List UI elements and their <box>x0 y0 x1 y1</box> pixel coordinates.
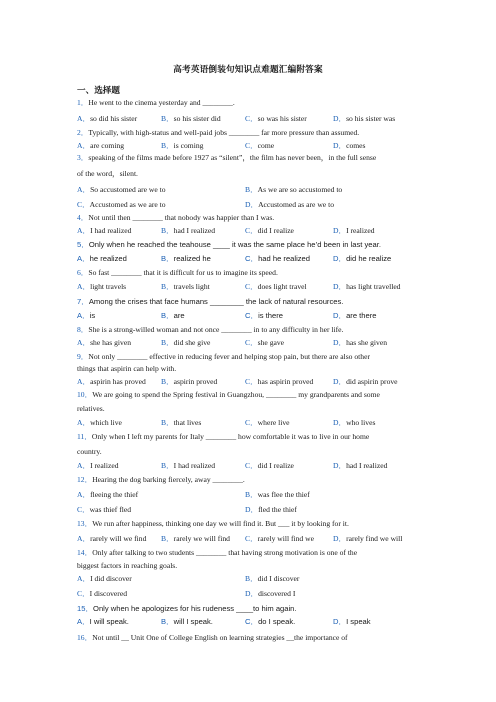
option-text: is there <box>258 311 283 320</box>
option-letter: B． <box>161 461 174 470</box>
question-text: Hearing the dog barking fiercely, away ________. <box>92 475 245 484</box>
answer-option <box>77 200 166 209</box>
option-letter: B． <box>161 338 174 347</box>
answer-option <box>333 141 365 150</box>
question-stem <box>77 352 370 361</box>
option-letter: D． <box>333 418 347 427</box>
answer-option <box>245 254 310 263</box>
option-letter: C． <box>245 338 258 347</box>
option-text: discovered I <box>258 589 296 598</box>
answer-option <box>161 254 211 263</box>
question-text: speaking of the films made before 1927 as “silent”，the film has never been，in the full sense <box>88 153 377 162</box>
option-letter: D． <box>245 589 259 598</box>
option-text: did I realize <box>257 461 294 470</box>
answer-option <box>333 418 375 427</box>
question-stem-continued <box>77 447 102 456</box>
answer-option <box>77 617 129 626</box>
option-text: As we are so accustomed to <box>257 185 343 194</box>
option-text: was flee the thief <box>257 490 310 499</box>
option-letter: A． <box>77 254 90 263</box>
option-text: travels light <box>173 282 210 291</box>
option-text: I had realized <box>173 461 215 470</box>
option-letter: A． <box>77 461 91 470</box>
option-text: did I discover <box>257 574 300 583</box>
option-letter: B． <box>245 490 258 499</box>
question-stem <box>77 128 359 137</box>
answer-option <box>245 311 283 320</box>
question-text: Only when he apologizes for his rudeness ____to him again. <box>93 604 297 613</box>
option-text: come <box>257 141 275 150</box>
option-text: is coming <box>173 141 204 150</box>
option-letter: A． <box>77 574 91 583</box>
option-letter: B． <box>161 418 174 427</box>
option-letter: C． <box>77 200 90 209</box>
option-letter: D． <box>333 461 347 470</box>
question-text-continued: biggest factors in reaching goals. <box>77 561 178 570</box>
question-stem <box>77 240 381 249</box>
option-letter: B． <box>245 574 258 583</box>
option-letter: B． <box>161 617 174 626</box>
option-text: did I realize <box>257 226 294 235</box>
answer-option <box>245 490 310 499</box>
question-stem <box>77 98 235 107</box>
answer-option <box>245 338 284 347</box>
question-number: 14． <box>77 548 93 557</box>
answer-option <box>333 338 387 347</box>
option-letter: D． <box>333 114 347 123</box>
option-letter: C． <box>245 254 259 263</box>
option-letter: A． <box>77 282 91 291</box>
option-letter: D． <box>245 505 259 514</box>
answer-option <box>245 226 294 235</box>
option-text: are coming <box>90 141 125 150</box>
option-text: light travels <box>90 282 127 291</box>
option-text: has she given <box>346 338 387 347</box>
option-text: did aspirin prove <box>346 377 398 386</box>
question-number: 11． <box>77 432 92 441</box>
question-stem <box>77 153 376 162</box>
answer-option <box>333 377 398 386</box>
answer-option <box>333 311 376 320</box>
option-text: rarely will find we <box>257 534 314 543</box>
answer-option <box>77 574 132 583</box>
option-letter: D． <box>245 200 259 209</box>
answer-option <box>77 534 146 543</box>
option-text: I speak <box>346 617 371 626</box>
option-letter: C． <box>245 226 258 235</box>
question-number: 7． <box>77 297 89 306</box>
option-letter: A． <box>77 311 90 320</box>
answer-option <box>161 461 215 470</box>
answer-option <box>77 589 127 598</box>
question-stem <box>77 325 343 334</box>
option-text: has light travelled <box>346 282 401 291</box>
page-title: 高考英语倒装句知识点难题汇编附答案 <box>173 64 323 74</box>
answer-option <box>77 141 124 150</box>
answer-option <box>245 589 295 598</box>
option-letter: B． <box>161 114 174 123</box>
option-letter: D． <box>333 226 347 235</box>
answer-option <box>161 534 230 543</box>
question-stem-continued <box>77 404 105 413</box>
option-letter: C． <box>245 418 258 427</box>
option-text: did he realize <box>346 254 392 263</box>
question-text: Not until __ Unit One of College English on learning strategies __the importance of <box>92 633 348 642</box>
answer-option <box>245 505 297 514</box>
answer-option <box>245 377 313 386</box>
option-text: which live <box>90 418 122 427</box>
question-text: We run after happiness, thinking one day we will find it. But ___ it by looking for it. <box>92 519 349 528</box>
question-number: 6． <box>77 268 89 277</box>
question-text: She is a strong-willed woman and not once ________ in to any difficulty in her life. <box>88 325 344 334</box>
section-heading: 一、选择题 <box>77 85 120 95</box>
option-text: I discovered <box>89 589 127 598</box>
question-stem <box>77 548 357 557</box>
question-number: 8． <box>77 325 89 334</box>
option-text: where live <box>257 418 290 427</box>
answer-option <box>77 505 131 514</box>
option-text: has aspirin proved <box>257 377 314 386</box>
answer-option <box>77 490 138 499</box>
option-letter: B． <box>161 226 174 235</box>
question-stem <box>77 390 380 399</box>
option-text: she has given <box>90 338 131 347</box>
option-letter: C． <box>245 141 258 150</box>
option-text: had he realized <box>258 254 311 263</box>
option-text: she gave <box>257 338 285 347</box>
option-text: so his sister did <box>173 114 221 123</box>
option-letter: B． <box>161 534 174 543</box>
answer-option <box>161 282 210 291</box>
option-letter: D． <box>333 311 347 320</box>
question-stem <box>77 297 343 306</box>
answer-option <box>333 617 371 626</box>
question-number: 1． <box>77 98 89 107</box>
answer-option <box>245 534 314 543</box>
answer-option <box>245 574 299 583</box>
answer-option <box>161 226 215 235</box>
option-letter: A． <box>77 617 90 626</box>
question-text: Only when he reached the teahouse ____ it was the same place he’d been in last year. <box>88 240 381 249</box>
option-text: did she give <box>173 338 211 347</box>
option-letter: A． <box>77 185 91 194</box>
answer-option <box>77 114 137 123</box>
option-letter: A． <box>77 418 91 427</box>
option-text: are <box>173 311 185 320</box>
option-text: I will speak. <box>89 617 129 626</box>
question-text: Only when I left my parents for Italy ________ how comfortable it was to live in our home <box>91 432 370 441</box>
answer-option <box>333 534 402 543</box>
option-text: who lives <box>346 418 376 427</box>
option-text: he realized <box>89 254 127 263</box>
option-letter: A． <box>77 141 91 150</box>
answer-option <box>245 200 334 209</box>
question-number: 4． <box>77 213 89 222</box>
option-letter: D． <box>333 534 347 543</box>
option-text: so was his sister <box>257 114 307 123</box>
option-letter: C． <box>77 505 90 514</box>
question-number: 15． <box>77 604 94 613</box>
option-text: aspirin proved <box>173 377 218 386</box>
answer-option <box>245 185 342 194</box>
option-letter: C． <box>245 114 258 123</box>
option-letter: D． <box>333 282 347 291</box>
answer-option <box>333 114 395 123</box>
option-letter: A． <box>77 338 91 347</box>
option-letter: C． <box>245 311 259 320</box>
answer-option <box>77 185 166 194</box>
option-letter: B． <box>161 254 174 263</box>
answer-option <box>245 114 307 123</box>
answer-option <box>77 282 126 291</box>
option-text: fleeing the thief <box>90 490 139 499</box>
option-text: fled the thief <box>258 505 297 514</box>
option-letter: B． <box>161 377 174 386</box>
question-number: 5． <box>77 240 89 249</box>
question-number: 12． <box>77 475 93 484</box>
question-number: 10． <box>77 390 93 399</box>
option-letter: D． <box>333 377 347 386</box>
option-letter: D． <box>333 254 347 263</box>
option-letter: A． <box>77 226 91 235</box>
question-text: So fast ________ that it is difficult for us to imagine its speed. <box>88 268 278 277</box>
question-number: 16． <box>77 633 93 642</box>
option-text: rarely will we find <box>90 534 147 543</box>
option-letter: C． <box>77 589 90 598</box>
question-text: We are going to spend the Spring festival in Guangzhou, ________ my grandparents and some <box>92 390 380 399</box>
option-text: Accustomed as are we to <box>258 200 334 209</box>
option-text: is <box>89 311 96 320</box>
answer-option <box>161 114 221 123</box>
option-letter: A． <box>77 490 91 499</box>
option-text: do I speak. <box>258 617 296 626</box>
answer-option <box>77 461 119 470</box>
question-number: 3． <box>77 153 89 162</box>
answer-option <box>333 254 391 263</box>
option-text: I realized <box>90 461 119 470</box>
option-text: are there <box>346 311 377 320</box>
question-text: Typically, with high-status and well-paid jobs ________ far more pressure than assumed. <box>88 128 360 137</box>
option-text: I had realized <box>90 226 132 235</box>
option-letter: B． <box>161 141 174 150</box>
option-text: so did his sister <box>90 114 138 123</box>
answer-option <box>161 311 185 320</box>
answer-option <box>161 141 203 150</box>
question-text: Not until then ________ that nobody was happier than I was. <box>88 213 275 222</box>
answer-option <box>161 617 213 626</box>
option-letter: A． <box>77 114 91 123</box>
option-text: had I realized <box>346 461 388 470</box>
option-letter: B． <box>161 282 174 291</box>
answer-option <box>245 141 274 150</box>
option-letter: D． <box>333 141 347 150</box>
option-letter: D． <box>333 338 347 347</box>
option-text: does light travel <box>257 282 307 291</box>
answer-option <box>245 617 295 626</box>
option-text: realized he <box>173 254 211 263</box>
option-letter: C． <box>245 534 258 543</box>
answer-option <box>77 311 95 320</box>
question-stem <box>77 475 245 484</box>
question-stem <box>77 432 369 441</box>
question-stem-continued <box>77 561 177 570</box>
answer-option <box>161 338 210 347</box>
option-text: had I realized <box>173 226 215 235</box>
question-text-continued: country. <box>77 447 102 456</box>
answer-option <box>245 418 290 427</box>
option-text: I did discover <box>90 574 132 583</box>
question-number: 2． <box>77 128 89 137</box>
question-stem-continued <box>77 364 176 373</box>
answer-option <box>245 282 307 291</box>
option-letter: A． <box>77 534 91 543</box>
option-text: comes <box>346 141 366 150</box>
option-text: that lives <box>173 418 202 427</box>
question-stem <box>77 519 349 528</box>
answer-option <box>245 461 294 470</box>
option-letter: A． <box>77 377 91 386</box>
question-text: Only after talking to two students ________ that having strong motivation is one of the <box>92 548 358 557</box>
answer-option <box>333 282 400 291</box>
option-text: rarely we will find <box>173 534 230 543</box>
question-stem <box>77 633 348 642</box>
answer-option <box>77 338 131 347</box>
option-text: rarely find we will <box>346 534 403 543</box>
question-stem <box>77 604 297 613</box>
option-text: Accustomed as we are to <box>89 200 166 209</box>
answer-option <box>333 226 375 235</box>
question-stem <box>77 213 274 222</box>
option-text: so his sister was <box>346 114 396 123</box>
answer-option <box>77 226 131 235</box>
option-letter: B． <box>245 185 258 194</box>
answer-option <box>161 377 217 386</box>
option-letter: D． <box>333 617 347 626</box>
option-letter: B． <box>161 311 174 320</box>
option-text: I realized <box>346 226 375 235</box>
answer-option <box>161 418 201 427</box>
option-letter: C． <box>245 461 258 470</box>
option-text: was thief fled <box>89 505 131 514</box>
option-letter: C． <box>245 617 259 626</box>
option-letter: C． <box>245 282 258 291</box>
question-text: Not only ________ effective in reducing fever and helping stop pain, but there are also other <box>88 352 370 361</box>
question-number: 9． <box>77 352 89 361</box>
option-text: So accustomed are we to <box>90 185 166 194</box>
question-text: He went to the cinema yesterday and ________. <box>88 98 235 107</box>
question-text: Among the crises that face humans ________ the lack of natural resources. <box>88 297 344 306</box>
answer-option <box>77 254 127 263</box>
option-letter: C． <box>245 377 258 386</box>
question-stem <box>77 268 278 277</box>
question-text-continued: relatives. <box>77 404 105 413</box>
question-text-continued: of the word，silent. <box>77 169 138 178</box>
question-text-continued: things that aspirin can help with. <box>77 364 177 373</box>
answer-option <box>333 461 387 470</box>
question-stem-continued <box>77 169 138 178</box>
option-text: aspirin has proved <box>90 377 146 386</box>
option-text: will I speak. <box>173 617 213 626</box>
answer-option <box>77 418 122 427</box>
answer-option <box>77 377 146 386</box>
question-number: 13． <box>77 519 93 528</box>
